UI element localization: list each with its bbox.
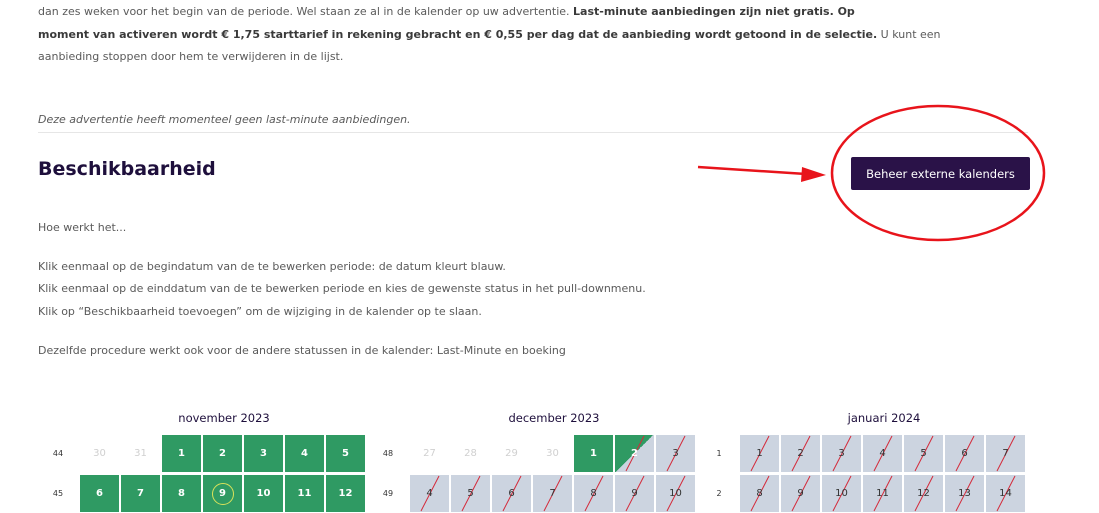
annotation-arrow-line: [698, 167, 806, 174]
calendar-day-blocked[interactable]: [945, 435, 984, 472]
calendar-day-blocked[interactable]: [863, 475, 902, 512]
calendar-day-out: [121, 435, 160, 472]
calendar-day-blocked[interactable]: [781, 475, 820, 512]
calendar-day-blocked[interactable]: [615, 475, 654, 512]
calendar-day-blocked[interactable]: [863, 435, 902, 472]
calendar-day-blocked[interactable]: [986, 435, 1025, 472]
manage-external-calendars-button[interactable]: Beheer externe kalenders: [851, 157, 1030, 190]
day-number: 6: [96, 488, 103, 499]
day-number: 2: [219, 448, 226, 459]
instruction-step-1: Klik eenmaal op de begindatum van de te bewerken periode: de datum kleurt blauw.: [38, 260, 506, 273]
day-number: 31: [134, 448, 147, 459]
day-number: 29: [505, 448, 518, 459]
day-number: 27: [423, 448, 436, 459]
day-number: 8: [178, 488, 185, 499]
intro-line-2: [38, 28, 941, 41]
day-number: 5: [920, 448, 927, 459]
intro-line-1: [38, 5, 855, 18]
annotation-arrow-head: [801, 167, 826, 182]
calendar-day-avail[interactable]: [203, 435, 242, 472]
day-number: 6: [508, 488, 515, 499]
calendar-day-blocked[interactable]: [533, 475, 572, 512]
calendar-day-today[interactable]: [203, 475, 242, 512]
day-number: 7: [137, 488, 144, 499]
calendar-day-blocked[interactable]: [574, 475, 613, 512]
day-number: 3: [838, 448, 845, 459]
day-number: 1: [756, 448, 763, 459]
calendar-day-blocked[interactable]: [492, 475, 531, 512]
day-number: 5: [342, 448, 349, 459]
intro-bold-text: Last-minute aanbiedingen zijn niet gratis. Op: [573, 5, 855, 18]
day-number: 3: [672, 448, 679, 459]
divider: [38, 132, 1028, 133]
day-number: 11: [876, 488, 889, 499]
day-number: 9: [631, 488, 638, 499]
day-number: 14: [999, 488, 1012, 499]
calendar-day-blocked[interactable]: [740, 475, 779, 512]
calendar-day-avail[interactable]: [326, 435, 365, 472]
calendar-day-blocked[interactable]: [656, 475, 695, 512]
calendar-day-avail[interactable]: [285, 475, 324, 512]
calendar-day-avail[interactable]: [244, 475, 283, 512]
calendar-day-blocked[interactable]: [822, 435, 861, 472]
calendar-day-blocked[interactable]: [945, 475, 984, 512]
intro-line-3: aanbieding stoppen door hem te verwijderen in de lijst.: [38, 50, 344, 63]
week-number: 45: [52, 489, 64, 498]
intro-bold-text-2: moment van activeren wordt € 1,75 starttarief in rekening gebracht en € 0,55 per dag dat de aanbieding wordt getoond in de selectie.: [38, 28, 878, 41]
week-number: 44: [52, 449, 64, 458]
calendar-day-avail[interactable]: [326, 475, 365, 512]
month-title: januari 2024: [847, 411, 921, 425]
calendar-day-avail[interactable]: [574, 435, 613, 472]
day-number: 4: [879, 448, 886, 459]
day-number: 13: [958, 488, 971, 499]
day-number: 28: [464, 448, 477, 459]
no-offers-text: Deze advertentie heeft momenteel geen last-minute aanbiedingen.: [38, 113, 411, 126]
calendar-day-avail[interactable]: [80, 475, 119, 512]
day-number: 4: [301, 448, 308, 459]
calendar-day-blocked[interactable]: [451, 475, 490, 512]
calendar-day-avail[interactable]: [121, 475, 160, 512]
calendar-day-avail[interactable]: [162, 475, 201, 512]
calendar-day-blocked[interactable]: [904, 475, 943, 512]
day-number: 2: [797, 448, 804, 459]
howto-link[interactable]: Hoe werkt het...: [38, 221, 127, 234]
calendar-day-blocked[interactable]: [740, 435, 779, 472]
availability-title: Beschikbaarheid: [38, 158, 216, 180]
day-number: 11: [297, 488, 312, 499]
week-number: 49: [382, 489, 394, 498]
day-number: 10: [256, 488, 271, 499]
day-number: 7: [1002, 448, 1009, 459]
calendar-day-out: [410, 435, 449, 472]
day-number: 5: [467, 488, 474, 499]
day-number: 6: [961, 448, 968, 459]
month-title: december 2023: [508, 411, 600, 425]
month-title: november 2023: [178, 411, 270, 425]
day-number: 7: [549, 488, 556, 499]
intro-text-2: U kunt een: [877, 28, 941, 41]
day-number: 8: [756, 488, 763, 499]
calendar-day-out: [492, 435, 531, 472]
day-number: 8: [590, 488, 597, 499]
week-number: 48: [382, 449, 394, 458]
calendar-day-blocked[interactable]: [904, 435, 943, 472]
day-number: 9: [797, 488, 804, 499]
day-number: 9: [212, 483, 234, 505]
day-number: 1: [590, 448, 597, 459]
instruction-step-3: Klik op “Beschikbaarheid toevoegen” om de wijziging in de kalender op te slaan.: [38, 305, 482, 318]
calendar-day-avail[interactable]: [244, 435, 283, 472]
day-number: 3: [260, 448, 267, 459]
calendar-day-blocked[interactable]: [410, 475, 449, 512]
day-number: 2: [631, 448, 638, 459]
calendar-day-split[interactable]: [615, 435, 654, 472]
calendar-day-blocked[interactable]: [822, 475, 861, 512]
calendar-day-out: [451, 435, 490, 472]
instruction-step-2: Klik eenmaal op de einddatum van de te bewerken periode en kies de gewenste status in het pull-downmenu.: [38, 282, 646, 295]
calendar-day-blocked[interactable]: [656, 435, 695, 472]
week-number: 2: [716, 489, 722, 498]
calendar-day-out: [533, 435, 572, 472]
day-number: 30: [546, 448, 559, 459]
week-number: 1: [716, 449, 722, 458]
day-number: 12: [338, 488, 353, 499]
calendar-day-blocked[interactable]: [986, 475, 1025, 512]
calendar-day-out: [80, 435, 119, 472]
calendar-day-avail[interactable]: [162, 435, 201, 472]
day-number: 30: [93, 448, 106, 459]
day-number: 1: [178, 448, 185, 459]
day-number: 10: [669, 488, 682, 499]
intro-text: dan zes weken voor het begin van de periode. Wel staan ze al in de kalender op uw advertentie.: [38, 5, 574, 18]
day-number: 12: [917, 488, 930, 499]
procedure-note: Dezelfde procedure werkt ook voor de andere statussen in de kalender: Last-Minute en boeking: [38, 344, 566, 357]
day-number: 4: [426, 488, 433, 499]
day-number: 10: [835, 488, 848, 499]
calendar-day-avail[interactable]: [285, 435, 324, 472]
calendar-day-blocked[interactable]: [781, 435, 820, 472]
